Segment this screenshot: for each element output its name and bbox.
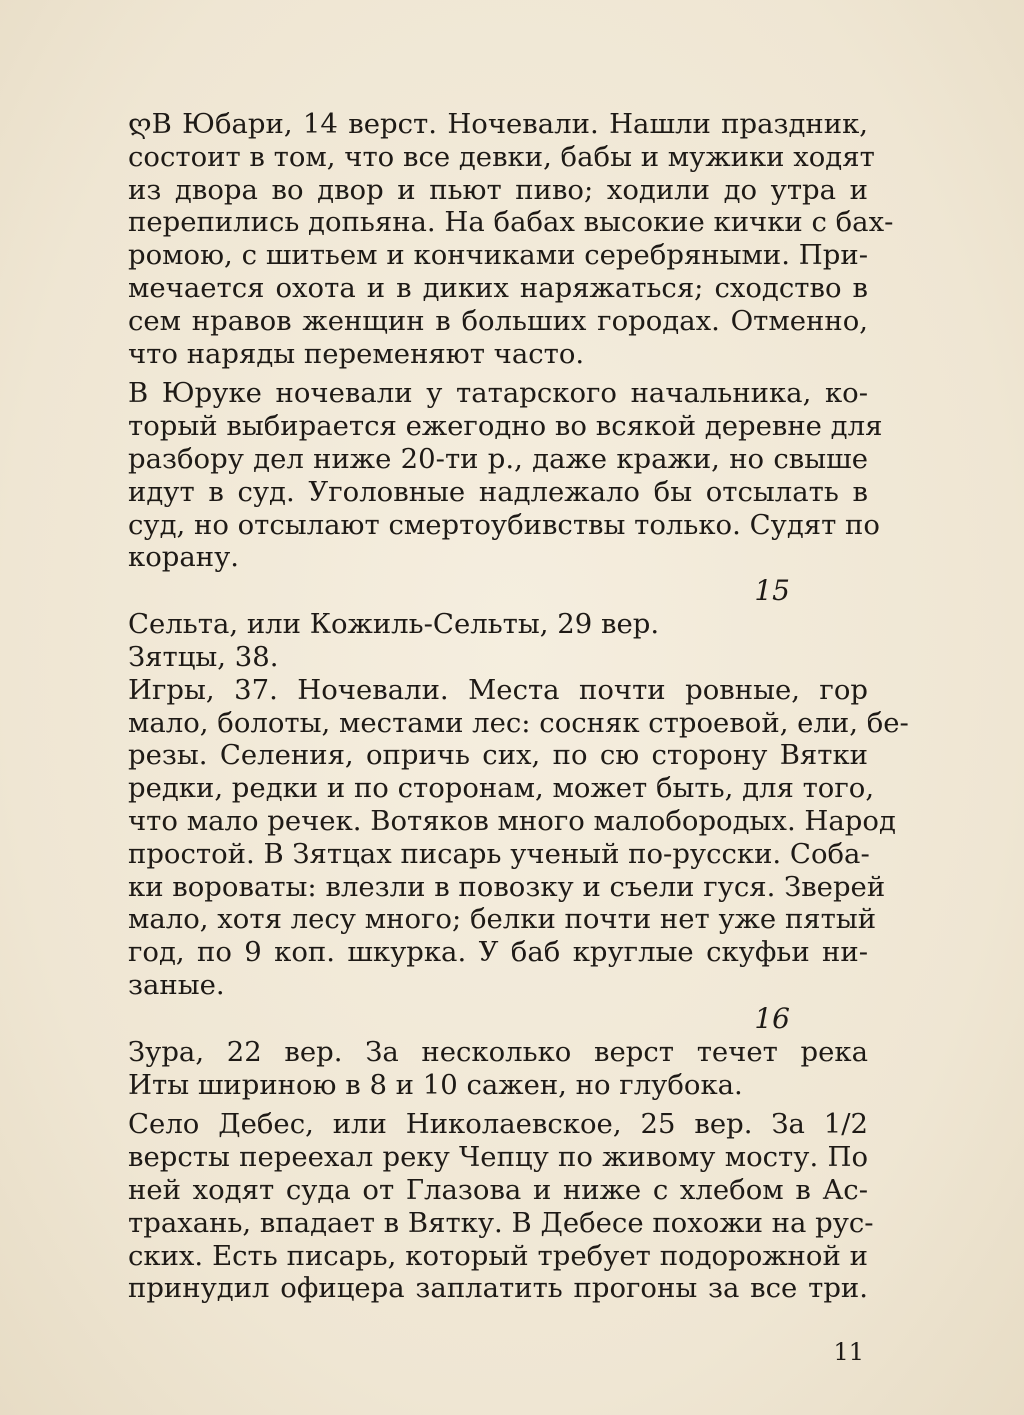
paragraph-zura <box>88 1036 868 1102</box>
text-line: корану. <box>128 541 239 574</box>
text-line: торый выбирается ежегодно во всякой деревне для <box>128 410 883 443</box>
day-marker-16: 16 <box>754 1001 790 1035</box>
paragraph-yuruk <box>88 377 883 574</box>
text-line: что наряды переменяют часто. <box>128 337 585 370</box>
text-line: разбору дел ниже 20-ти р., даже кражи, но свыше <box>128 442 868 475</box>
text-line: ских. Есть писарь, который требует подорожной и <box>128 1239 868 1272</box>
paragraph-yubari <box>88 108 894 370</box>
text-line: сем нравов женщин в больших городах. Отменно, <box>128 304 868 337</box>
paragraph-debes <box>88 1108 874 1305</box>
text-line: Игры, 37. Ночевали. Места почти ровные, гор <box>128 673 868 706</box>
text-line: идут в суд. Уголовные надлежало бы отсылать в <box>128 475 868 508</box>
entry-selta <box>88 608 868 641</box>
text-line: В Юруке ночевали у татарского начальника, ко- <box>128 377 868 410</box>
text-line: редки, редки и по сторонам, может быть, для того, <box>128 772 875 805</box>
text-line: год, по 9 коп. шкурка. У баб круглые скуфьи ни- <box>128 936 868 969</box>
text-line: ки вороваты: влезли в повозку и съели гуся. Зверей <box>128 870 886 903</box>
text-line: версты переехал реку Чепцу по живому мосту. По <box>128 1141 868 1174</box>
page-number: 11 <box>833 1338 864 1366</box>
text-line: Зура, 22 вер. За несколько верст течет река <box>128 1035 868 1068</box>
text-line: заные. <box>128 968 225 1001</box>
text-line: ღВ Юбари, 14 верст. Ночевали. Нашли праздник, <box>128 108 868 140</box>
text-line: ней ходят суда от Глазова и ниже с хлебом в Ас- <box>128 1173 868 1206</box>
text-line: из двора во двор и пьют пиво; ходили до утра и <box>128 173 868 206</box>
text-line: перепились допьяна. На бабах высокие кички с бах- <box>128 206 894 239</box>
text-line: Зятцы, 38. <box>128 640 279 673</box>
text-line: суд, но отсылают смертоубивствы только. Судят по <box>128 508 880 541</box>
text-line: резы. Селения, опричь сих, по сю сторону Вятки <box>128 739 868 772</box>
page-text <box>88 108 909 1305</box>
text-line: простой. В Зятцах писарь ученый по-русски. Соба- <box>128 837 870 870</box>
text-line: Сельта, или Кожиль-Сельты, 29 вер. <box>128 608 660 641</box>
text-line: трахань, впадает в Вятку. В Дебесе похожи на рус- <box>128 1206 874 1239</box>
text-line: ромою, с шитьем и кончиками серебряными. При- <box>128 239 868 272</box>
text-line: мечается охота и в диких наряжаться; сходство в <box>128 271 868 304</box>
text-line: состоит в том, что все девки, бабы и мужики ходят <box>128 140 875 173</box>
entry-zyattsy <box>88 641 868 674</box>
day-marker-15: 15 <box>754 574 790 608</box>
text-line: Село Дебес, или Николаевское, 25 вер. За 1/2 <box>128 1108 868 1141</box>
text-line: что мало речек. Вотяков много малобородых. Народ <box>128 804 896 837</box>
text-line: мало, болоты, местами лес: сосняк строевой, ели, бе- <box>128 706 909 739</box>
paragraph-igry <box>88 673 909 1002</box>
text-line: Иты шириною в 8 и 10 сажен, но глубока. <box>128 1068 743 1101</box>
text-line: принудил офицера заплатить прогоны за все три. <box>128 1272 868 1305</box>
text-line: мало, хотя лесу много; белки почти нет уже пятый <box>128 903 877 936</box>
